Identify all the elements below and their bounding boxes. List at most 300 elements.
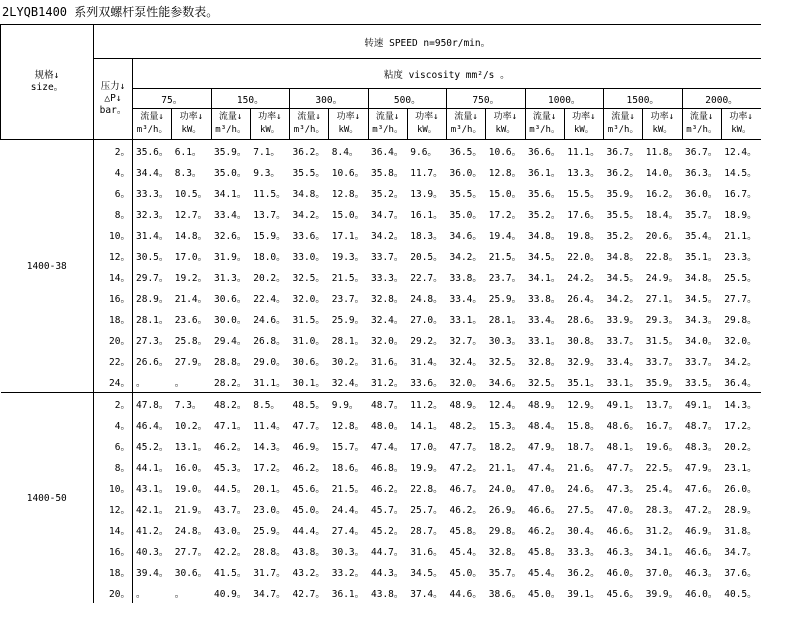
table-row [1, 308, 761, 329]
power-subheader [329, 109, 368, 140]
power-value: 27.9。 [174, 356, 208, 368]
power-value: 17.2。 [488, 209, 522, 221]
power-value: 31.2。 [645, 525, 679, 537]
power-value: 19.6。 [645, 441, 679, 453]
flow-value: 46.2。 [371, 483, 404, 495]
power-value: 7.1。 [250, 140, 289, 162]
flow-value: 45.4。 [528, 567, 561, 579]
flow-value: 48.9。 [525, 393, 564, 415]
flow-value: 45.3。 [214, 462, 247, 474]
flow-value: 34.1。 [214, 188, 247, 200]
flow-value: 44.1。 [136, 462, 169, 474]
performance-table-grid [0, 24, 761, 603]
power-value: 8.4。 [329, 140, 368, 162]
flow-value: 34.2。 [606, 293, 639, 305]
table-row [1, 561, 761, 582]
table-row [1, 266, 761, 287]
flow-value: 31.2。 [371, 377, 404, 389]
power-value: 9.3。 [253, 167, 280, 179]
power-value: 12.8。 [331, 420, 365, 432]
power-value: 31.7。 [253, 567, 286, 579]
flow-value: 30.6。 [292, 356, 325, 368]
power-value: 39.1。 [567, 588, 600, 600]
flow-value: 44.6。 [449, 588, 482, 600]
flow-value: 46.3。 [606, 546, 639, 558]
power-value: 18.0。 [253, 251, 286, 263]
flow-value: 35.2。 [606, 230, 639, 242]
flow-value: 28.8。 [214, 356, 247, 368]
flow-value: 33.6。 [292, 230, 325, 242]
flow-value: 46.2。 [528, 525, 561, 537]
pressure-value: 14。 [94, 266, 133, 287]
flow-value: 47.1。 [214, 420, 247, 432]
flow-value: 45.0。 [528, 588, 561, 600]
power-value: 11.5。 [253, 188, 286, 200]
table-row [1, 140, 761, 162]
power-subheader [486, 109, 525, 140]
flow-value: 32.0。 [371, 335, 404, 347]
viscosity-value: 1500。 [604, 89, 683, 109]
pressure-value: 18。 [94, 561, 133, 582]
table-row [1, 519, 761, 540]
power-label: 功率↓ [179, 112, 204, 122]
flow-value: 32.0。 [449, 377, 482, 389]
flow-value: 48.3。 [685, 441, 718, 453]
power-value: 29.0。 [253, 356, 286, 368]
flow-subheader [368, 109, 407, 140]
flow-value: 45.6。 [606, 588, 639, 600]
power-value: 23.6。 [174, 314, 208, 326]
flow-value: 48.5。 [290, 393, 329, 415]
power-value: 38.6。 [488, 588, 522, 600]
power-value: 10.5。 [174, 188, 208, 200]
power-value: 31.1。 [253, 377, 286, 389]
power-value: 11.4。 [253, 420, 286, 432]
flow-value: 48.1。 [606, 441, 639, 453]
table-row [1, 582, 761, 603]
flow-value: 34.8。 [685, 272, 718, 284]
power-subheader [564, 109, 603, 140]
power-value: 22.7。 [410, 272, 443, 284]
power-value: 26.0。 [724, 483, 757, 495]
power-value: 17.0。 [410, 441, 443, 453]
power-value: 22.8。 [645, 251, 679, 263]
flow-value: 35.5。 [606, 209, 639, 221]
flow-value: 35.9。 [211, 140, 250, 162]
flow-value: 43.7。 [214, 504, 247, 516]
flow-value: 32.8。 [528, 356, 561, 368]
flow-value: 42.2。 [214, 546, 247, 558]
power-value: 16.7。 [724, 188, 757, 200]
flow-value: 47.7。 [449, 441, 482, 453]
power-value: 28.1。 [488, 314, 522, 326]
flow-value: 33.3。 [371, 272, 404, 284]
flow-value: 35.5。 [292, 167, 325, 179]
power-unit: kW。 [181, 125, 202, 135]
power-value: 18.2。 [488, 441, 522, 453]
flow-value: 34.2。 [371, 230, 404, 242]
flow-value: 33.8。 [528, 293, 561, 305]
flow-value: 31.9。 [214, 251, 247, 263]
power-value: 8.3。 [174, 167, 202, 179]
flow-unit: m³/h。 [215, 125, 246, 135]
flow-value: 34.6。 [449, 230, 482, 242]
power-value: 7.3。 [172, 393, 211, 415]
power-value: 15.0。 [331, 209, 365, 221]
flow-value: 34.2。 [292, 209, 325, 221]
power-value: 21.5。 [331, 272, 365, 284]
power-subheader [407, 109, 446, 140]
power-value: 25.8。 [174, 335, 208, 347]
table-row [1, 350, 761, 371]
flow-value: 34.4。 [136, 167, 169, 179]
table-row [1, 371, 761, 393]
flow-value: 47.0。 [528, 483, 561, 495]
power-value: 12.9。 [564, 393, 603, 415]
power-value: 27.5。 [567, 504, 600, 516]
power-value: 14.0。 [645, 167, 679, 179]
flow-value: 42.7。 [292, 588, 325, 600]
flow-value: 44.4。 [292, 525, 325, 537]
power-value: 29.3。 [645, 314, 679, 326]
flow-value: 34.8。 [606, 251, 639, 263]
pressure-value: 2。 [94, 393, 133, 415]
power-value: 18.7。 [567, 441, 600, 453]
power-value: 23.0。 [253, 504, 286, 516]
flow-value: 34.1。 [528, 272, 561, 284]
flow-value: 35.2。 [371, 188, 404, 200]
flow-value: 48.2。 [211, 393, 250, 415]
flow-value: 47.8。 [133, 393, 172, 415]
power-value: 36.4。 [724, 377, 757, 389]
flow-value: 47.7。 [292, 420, 325, 432]
power-value: 24.9。 [645, 272, 679, 284]
pressure-value: 14。 [94, 519, 133, 540]
flow-value: 36.6。 [525, 140, 564, 162]
flow-value: 49.1。 [604, 393, 643, 415]
flow-value: 33.1。 [449, 314, 482, 326]
flow-value: 33.9。 [606, 314, 639, 326]
viscosity-value: 1000。 [525, 89, 604, 109]
power-value: 28.3。 [645, 504, 679, 516]
power-value: 21.5。 [331, 483, 365, 495]
power-value: 30.3。 [331, 546, 365, 558]
flow-value: 48.2。 [449, 420, 482, 432]
power-value: 25.7。 [410, 504, 443, 516]
table-row [1, 245, 761, 266]
power-value: 24.4。 [331, 504, 365, 516]
flow-value: 41.5。 [214, 567, 247, 579]
power-value: 20.1。 [253, 483, 286, 495]
power-value: 25.9。 [331, 314, 365, 326]
flow-value: 43.0。 [214, 525, 247, 537]
table-row [1, 224, 761, 245]
flow-value: 46.2。 [292, 462, 325, 474]
flow-value: 30.1。 [292, 377, 325, 389]
power-value: 19.4。 [488, 230, 522, 242]
flow-value: 35.9。 [606, 188, 639, 200]
flow-value: 46.0。 [606, 567, 639, 579]
power-value: 36.1。 [331, 588, 365, 600]
power-value: 33.7。 [645, 356, 679, 368]
power-value: 34.7。 [253, 588, 286, 600]
table-row [1, 329, 761, 350]
power-subheader [643, 109, 682, 140]
flow-value: 33.8。 [449, 272, 482, 284]
power-value: 28.7。 [410, 525, 443, 537]
flow-value: 44.5。 [214, 483, 247, 495]
flow-subheader [447, 109, 486, 140]
power-subheader [172, 109, 211, 140]
flow-value: 31.5。 [292, 314, 325, 326]
table-row [1, 287, 761, 308]
flow-value: 45.2。 [136, 441, 169, 453]
pressure-value: 10。 [94, 477, 133, 498]
power-value: 17.0。 [174, 251, 208, 263]
power-value: 18.3。 [410, 230, 443, 242]
power-subheader [250, 109, 289, 140]
flow-value: 47.0。 [606, 504, 639, 516]
flow-value: 35.7。 [685, 209, 718, 221]
flow-value: 34.3。 [685, 314, 718, 326]
flow-value: 32.7。 [449, 335, 482, 347]
pressure-value: 4。 [94, 414, 133, 435]
flow-value: 47.6。 [685, 483, 718, 495]
flow-unit: m³/h。 [372, 125, 403, 135]
flow-value: 47.9。 [528, 441, 561, 453]
power-label: 功率↓ [258, 112, 282, 122]
power-value: 21.6。 [567, 462, 600, 474]
power-value: 33.3。 [567, 546, 600, 558]
flow-value: 30.5。 [136, 251, 169, 263]
flow-subheader [682, 109, 721, 140]
power-value: 30.3。 [488, 335, 522, 347]
flow-value: 36.0。 [685, 188, 718, 200]
flow-value: 46.6。 [685, 546, 718, 558]
flow-label: 流量↓ [532, 112, 557, 122]
power-value: 15.0。 [488, 188, 522, 200]
power-value: 24.2。 [567, 272, 600, 284]
power-value: 13.7。 [643, 393, 682, 415]
power-value: 13.3。 [567, 167, 600, 179]
power-value: 18.6。 [331, 462, 365, 474]
power-value: 25.4。 [645, 483, 679, 495]
flow-value: 36.7。 [682, 140, 721, 162]
flow-value: 35.2。 [528, 209, 561, 221]
power-value: 30.6。 [174, 567, 208, 579]
power-value: 40.5。 [724, 588, 757, 600]
pressure-value: 2。 [94, 140, 133, 162]
power-value: 9.9。 [329, 393, 368, 415]
power-value: 32.8。 [488, 546, 522, 558]
power-unit: kW。 [731, 125, 752, 135]
flow-value: 32.5。 [292, 272, 325, 284]
flow-value: 45.6。 [292, 483, 325, 495]
power-value: 30.2。 [331, 356, 365, 368]
flow-value: 36.3。 [685, 167, 718, 179]
power-value: 22.5。 [645, 462, 679, 474]
table-row [1, 477, 761, 498]
flow-value: 34.5。 [606, 272, 639, 284]
power-value: 10.2。 [174, 420, 208, 432]
table-row [1, 203, 761, 224]
pressure-value: 8。 [94, 456, 133, 477]
flow-unit: m³/h。 [136, 125, 168, 135]
power-value: 33.6。 [410, 377, 443, 389]
flow-value: 33.0。 [292, 251, 325, 263]
power-label: 功率↓ [572, 112, 596, 122]
power-value: 17.1。 [331, 230, 365, 242]
flow-value: 32.8。 [371, 293, 404, 305]
power-value: 12.7。 [174, 209, 208, 221]
power-value: 12.8。 [488, 167, 522, 179]
table-row [1, 456, 761, 477]
power-value: 13.1。 [174, 441, 208, 453]
flow-value: 34.5。 [528, 251, 561, 263]
power-value: 21.1。 [724, 230, 757, 242]
power-value: 16.7。 [645, 420, 679, 432]
flow-value: 30.6。 [214, 293, 247, 305]
flow-value: 29.7。 [136, 272, 169, 284]
power-value: 15.7。 [331, 441, 365, 453]
flow-value: 45.7。 [371, 504, 404, 516]
flow-value: 33.3。 [136, 188, 169, 200]
power-value: 24.6。 [567, 483, 600, 495]
flow-value: 48.4。 [528, 420, 561, 432]
flow-unit: m³/h。 [293, 125, 325, 135]
flow-value: 41.2。 [136, 525, 169, 537]
flow-value: 35.4。 [685, 230, 718, 242]
flow-value: 34.2。 [449, 251, 482, 263]
power-value: 16.1。 [410, 209, 443, 221]
power-value: 32.5。 [488, 356, 522, 368]
flow-value: 33.7。 [685, 356, 718, 368]
pressure-value: 4。 [94, 161, 133, 182]
power-value: 26.9。 [488, 504, 522, 516]
power-value: 11.8。 [643, 140, 682, 162]
flow-value: 39.4。 [136, 567, 169, 579]
size-label-en: size。 [30, 82, 64, 93]
flow-value: 31.3。 [214, 272, 247, 284]
power-value: 11.2。 [407, 393, 446, 415]
power-value: 16.0。 [174, 462, 208, 474]
power-value: 26.8。 [253, 335, 286, 347]
viscosity-value: 75。 [133, 89, 212, 109]
flow-value: 35.6。 [133, 140, 172, 162]
flow-value: 35.8。 [371, 167, 404, 179]
power-value: 27.0。 [410, 314, 443, 326]
power-value: 15.9。 [253, 230, 286, 242]
table-row [1, 414, 761, 435]
flow-value: 43.1。 [136, 483, 169, 495]
power-value: 23.7。 [331, 293, 365, 305]
power-label: 功率↓ [493, 112, 518, 122]
flow-value: 29.4。 [214, 335, 247, 347]
flow-value: 34.8。 [528, 230, 561, 242]
power-value: 21.4。 [174, 293, 208, 305]
flow-label: 流量↓ [454, 112, 478, 122]
flow-value: 46.7。 [449, 483, 482, 495]
power-value: 20.2。 [253, 272, 286, 284]
power-value: 23.1。 [724, 462, 757, 474]
flow-value: 26.6。 [136, 356, 169, 368]
power-label: 功率↓ [336, 112, 361, 122]
table-row [1, 540, 761, 561]
table-row [1, 498, 761, 519]
flow-value: 33.1。 [528, 335, 561, 347]
flow-value: 45.8。 [528, 546, 561, 558]
flow-value: 31.6。 [371, 356, 404, 368]
size-header [1, 25, 94, 140]
flow-value: 47.4。 [528, 462, 561, 474]
power-value: 21.1。 [488, 462, 522, 474]
power-subheader [721, 109, 760, 140]
power-value: 17.2。 [253, 462, 286, 474]
flow-value: 28.1。 [136, 314, 169, 326]
power-value: 22.8。 [410, 483, 443, 495]
power-value: 12.8。 [331, 188, 365, 200]
flow-value: 43.8。 [371, 588, 404, 600]
power-value: 34.7。 [724, 546, 757, 558]
power-value: 35.1。 [567, 377, 600, 389]
power-value: 25.5。 [724, 272, 757, 284]
flow-value: 33.1。 [606, 377, 639, 389]
flow-value: 35.0。 [214, 167, 247, 179]
flow-subheader [290, 109, 329, 140]
power-value: 34.2。 [724, 356, 757, 368]
power-value: 14.8。 [174, 230, 208, 242]
pressure-value: 16。 [94, 540, 133, 561]
power-value: 16.2。 [645, 188, 679, 200]
speed-header: 转速 SPEED n=950r/min。 [94, 25, 761, 59]
flow-unit: m³/h。 [450, 125, 482, 135]
flow-value: 34.5。 [685, 293, 718, 305]
flow-unit: m³/h。 [607, 125, 639, 135]
flow-value: 33.7。 [371, 251, 404, 263]
flow-value: 46.2。 [449, 504, 482, 516]
power-value: 13.9。 [410, 188, 443, 200]
flow-value: 45.0。 [449, 567, 482, 579]
power-unit: kW。 [495, 125, 516, 135]
flow-value: 32.6。 [214, 230, 247, 242]
flow-value: 46.9。 [685, 525, 718, 537]
power-value: 22.4。 [253, 293, 286, 305]
flow-value: 33.7。 [606, 335, 639, 347]
viscosity-value: 300。 [290, 89, 369, 109]
pressure-value: 16。 [94, 287, 133, 308]
flow-value: 30.0。 [214, 314, 247, 326]
power-value: 。 [174, 377, 185, 389]
power-value: 15.3。 [488, 420, 522, 432]
flow-value: 46.4。 [136, 420, 169, 432]
flow-subheader [211, 109, 250, 140]
flow-label: 流量↓ [375, 112, 400, 122]
power-value: 31.8。 [724, 525, 757, 537]
power-value: 28.6。 [567, 314, 600, 326]
flow-value: 33.4。 [528, 314, 561, 326]
power-value: 29.8。 [724, 314, 757, 326]
flow-value: 46.3。 [685, 567, 718, 579]
flow-value: 31.4。 [136, 230, 169, 242]
flow-value: 36.5。 [447, 140, 486, 162]
power-value: 34.1。 [645, 546, 679, 558]
viscosity-value: 750。 [447, 89, 526, 109]
flow-value: 32.3。 [136, 209, 169, 221]
flow-value: 46.6。 [528, 504, 561, 516]
power-value: 14.3。 [253, 441, 286, 453]
power-value: 8.5。 [250, 393, 289, 415]
power-value: 30.4。 [567, 525, 600, 537]
